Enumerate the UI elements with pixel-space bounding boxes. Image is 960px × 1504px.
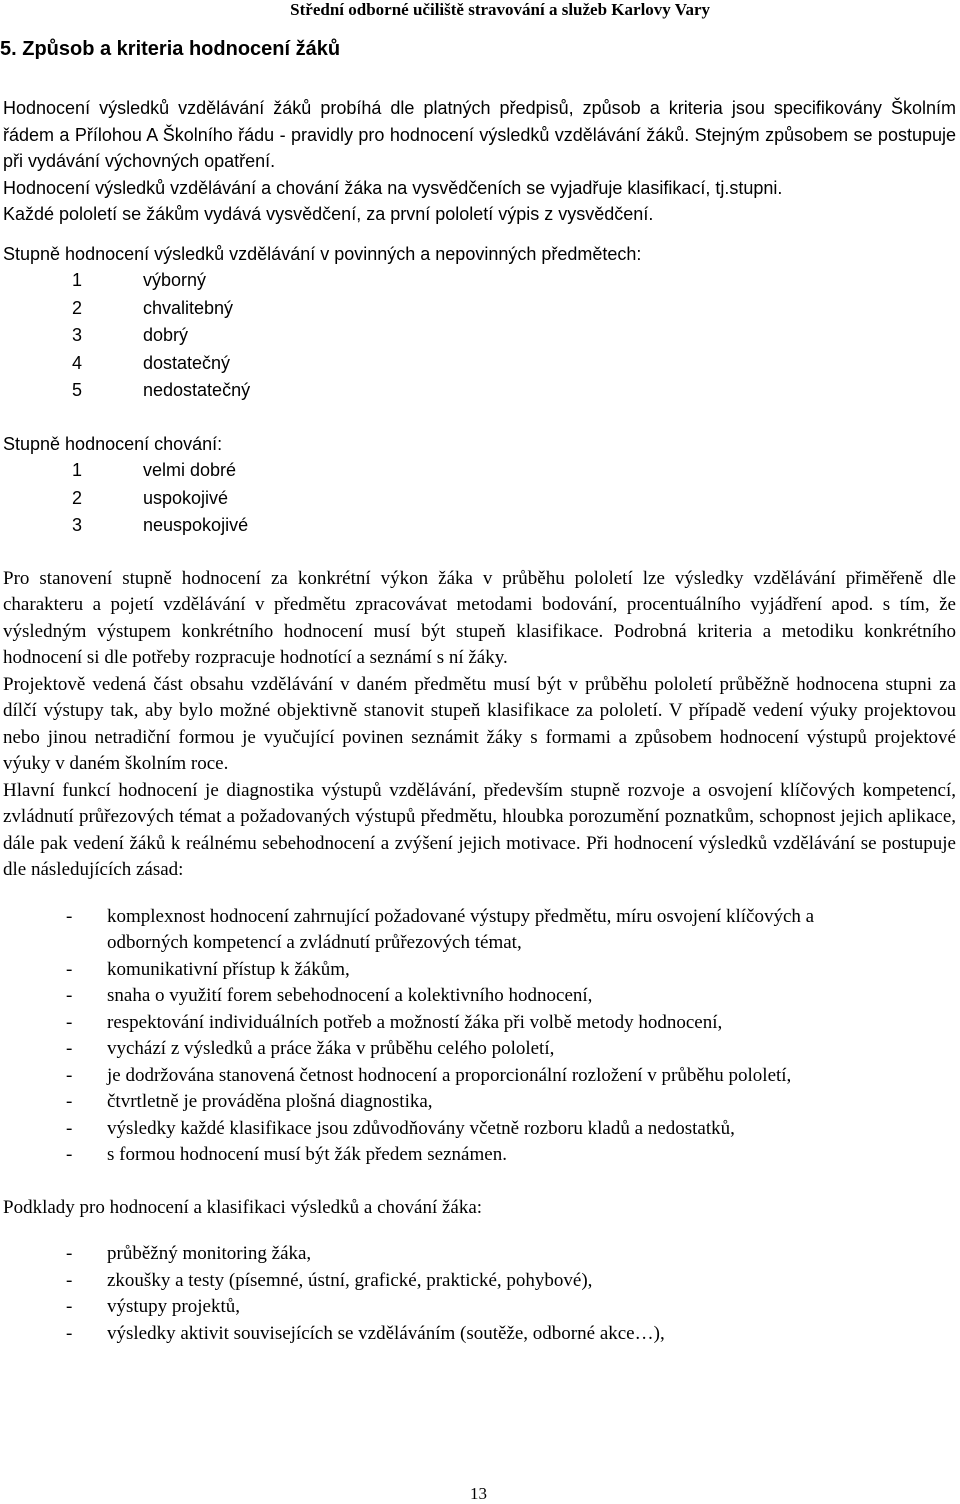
page-header-school: Střední odborné učiliště stravování a služeb Karlovy Vary (290, 0, 710, 19)
principle-text: výsledky každé klasifikace jsou zdůvodňovány včetně rozboru kladů a nedostatků, (107, 1117, 735, 1139)
list-dash: - (66, 985, 73, 1006)
grade-label: výborný (143, 270, 207, 290)
principle-text: komunikativní přístup k žákům, (107, 958, 350, 980)
grade-label: velmi dobré (143, 460, 237, 480)
list-dash: - (66, 1296, 73, 1317)
page-number: 13 (470, 1484, 487, 1503)
body-paragraph-1: Pro stanovení stupně hodnocení za konkrétní výkon žáka v průběhu pololetí lze výsledky vzdělávání přiměřeně dle charakteru a pojetí vzdělávání v předmětu zpracovávat metodami bodování, procentuálního vyjádření apod. s tím, že výsledným výstupem konkrétního hodnocení musí být stupeň klasifikace. Podrobná kriteria a metodiku konkrétního hodnocení si dle potřeby rozpracuje hodnotící a seznámí s ní žáky. (3, 567, 956, 668)
grade-number: 1 (72, 460, 83, 480)
list-dash: - (66, 1144, 73, 1165)
grade-item (3, 322, 956, 350)
principles-list (3, 904, 956, 1169)
grade-number: 5 (72, 380, 83, 400)
grade-number: 3 (72, 325, 83, 345)
list-dash: - (66, 1038, 73, 1059)
grade-number: 1 (72, 270, 83, 290)
grade-label: nedostatečný (143, 380, 251, 400)
grade-item (3, 267, 956, 295)
list-dash: - (66, 1011, 73, 1033)
principle-item (3, 983, 956, 1010)
basis-text: průběžný monitoring žáka, (107, 1243, 312, 1264)
list-dash: - (66, 1322, 73, 1344)
principle-item (3, 1116, 956, 1143)
grade-number: 3 (72, 515, 83, 535)
principle-text: respektování individuálních potřeb a možností žáka při volbě metody hodnocení, (107, 1011, 723, 1033)
grade-label: dobrý (143, 325, 189, 345)
section-heading: 5. Způsob a kriteria hodnocení žáků (0, 38, 341, 60)
grade-item (3, 457, 956, 485)
principle-text: komplexnost hodnocení zahrnující požadované výstupy předmětu, míru osvojení klíčových a odborných kompetencí a zvládnutí průřezových témat, (107, 905, 815, 953)
basis-item (3, 1241, 956, 1268)
principle-text: snaha o využití forem sebehodnocení a kolektivního hodnocení, (107, 985, 593, 1006)
grade-label: neuspokojivé (143, 515, 249, 535)
principle-text: čtvrtletně je prováděna plošná diagnostika, (107, 1091, 433, 1112)
principle-item (3, 1063, 956, 1090)
list-dash: - (66, 1064, 73, 1086)
basis-text: výstupy projektů, (107, 1296, 240, 1317)
basis-item (3, 1321, 956, 1348)
body-paragraph-3: Hlavní funkcí hodnocení je diagnostika výstupů vzdělávání, především stupně rozvoje a osvojení klíčových kompetencí, zvládnutí průřezových témat a požadovaných výstupů předmětu, hloubka porozumění poznatkům, schopnost jejich aplikace, dále pak vedení žáků k reálnému sebehodnocení a zvýšení jejich motivace. Při hodnocení výsledků vzdělávání se postupuje dle následujících zásad: (3, 779, 956, 880)
list-dash: - (66, 1243, 73, 1264)
intro-paragraph-3: Každé pololetí se žákům vydává vysvědčení, za první pololetí výpis z vysvědčení. (3, 204, 654, 224)
principle-item (3, 1142, 956, 1169)
principle-item (3, 904, 956, 957)
grade-label: uspokojivé (143, 487, 229, 508)
grade-label: chvalitebný (143, 297, 234, 318)
basis-item (3, 1268, 956, 1295)
basis-title: Podklady pro hodnocení a klasifikaci výsledků a chování žáka: (3, 1196, 483, 1218)
grade-number: 2 (72, 487, 83, 508)
grade-number: 2 (72, 297, 83, 318)
body-paragraph-2: Projektově vedená část obsahu vzdělávání v daném předmětu musí být v průběhu pololetí průběžně hodnocena stupni za dílčí výstupy tak, aby bylo možné objektivně stanovit stupeň klasifikace za pololetí. V případě vedení výuky projektovou nebo jinou netradiční formou je vyučující povinen seznámit žáky s formami a způsobem hodnocení výstupů projektové výuky v daném školním roce. (3, 673, 956, 774)
principle-text: s formou hodnocení musí být žák předem seznámen. (107, 1144, 507, 1165)
grade-item (3, 377, 956, 405)
grade-item (3, 350, 956, 378)
list-dash: - (66, 958, 73, 980)
basis-text: zkoušky a testy (písemné, ústní, grafické, praktické, pohybové), (107, 1269, 593, 1291)
grade-item (3, 512, 956, 540)
principle-item (3, 1036, 956, 1063)
basis-item (3, 1294, 956, 1321)
intro-paragraph-2: Hodnocení výsledků vzdělávání a chování žáka na vysvědčeních se vyjadřuje klasifikací, tj.stupni. (3, 177, 783, 198)
list-dash: - (66, 1091, 73, 1112)
list-dash: - (66, 905, 73, 927)
grades-behavior-list (3, 457, 956, 540)
grade-item (3, 295, 956, 323)
grade-label: dostatečný (143, 352, 231, 373)
principle-item (3, 957, 956, 984)
grades-subjects-title: Stupně hodnocení výsledků vzdělávání v povinných a nepovinných předmětech: (3, 243, 642, 264)
document-body (3, 95, 956, 1347)
grades-subjects-list (3, 267, 956, 405)
principle-text: vychází z výsledků a práce žáka v průběhu celého pololetí, (107, 1038, 555, 1059)
list-dash: - (66, 1117, 73, 1139)
list-dash: - (66, 1269, 73, 1291)
principle-item (3, 1010, 956, 1037)
basis-list (3, 1241, 956, 1347)
grades-behavior-title: Stupně hodnocení chování: (3, 433, 223, 454)
principle-text: je dodržována stanovená četnost hodnocení a proporcionální rozložení v průběhu pololetí, (107, 1064, 792, 1086)
grade-item (3, 485, 956, 513)
intro-paragraph-1: Hodnocení výsledků vzdělávání žáků probíhá dle platných předpisů, způsob a kriteria jsou specifikovány Školním řádem a Přílohou A Školního řádu - pravidly pro hodnocení výsledků vzdělávání žáků. Stejným způsobem se postupuje při vydávání výchovných opatření. (3, 98, 956, 171)
principle-item (3, 1089, 956, 1116)
grade-number: 4 (72, 352, 83, 373)
basis-text: výsledky aktivit souvisejících se vzděláváním (soutěže, odborné akce…), (107, 1322, 665, 1344)
